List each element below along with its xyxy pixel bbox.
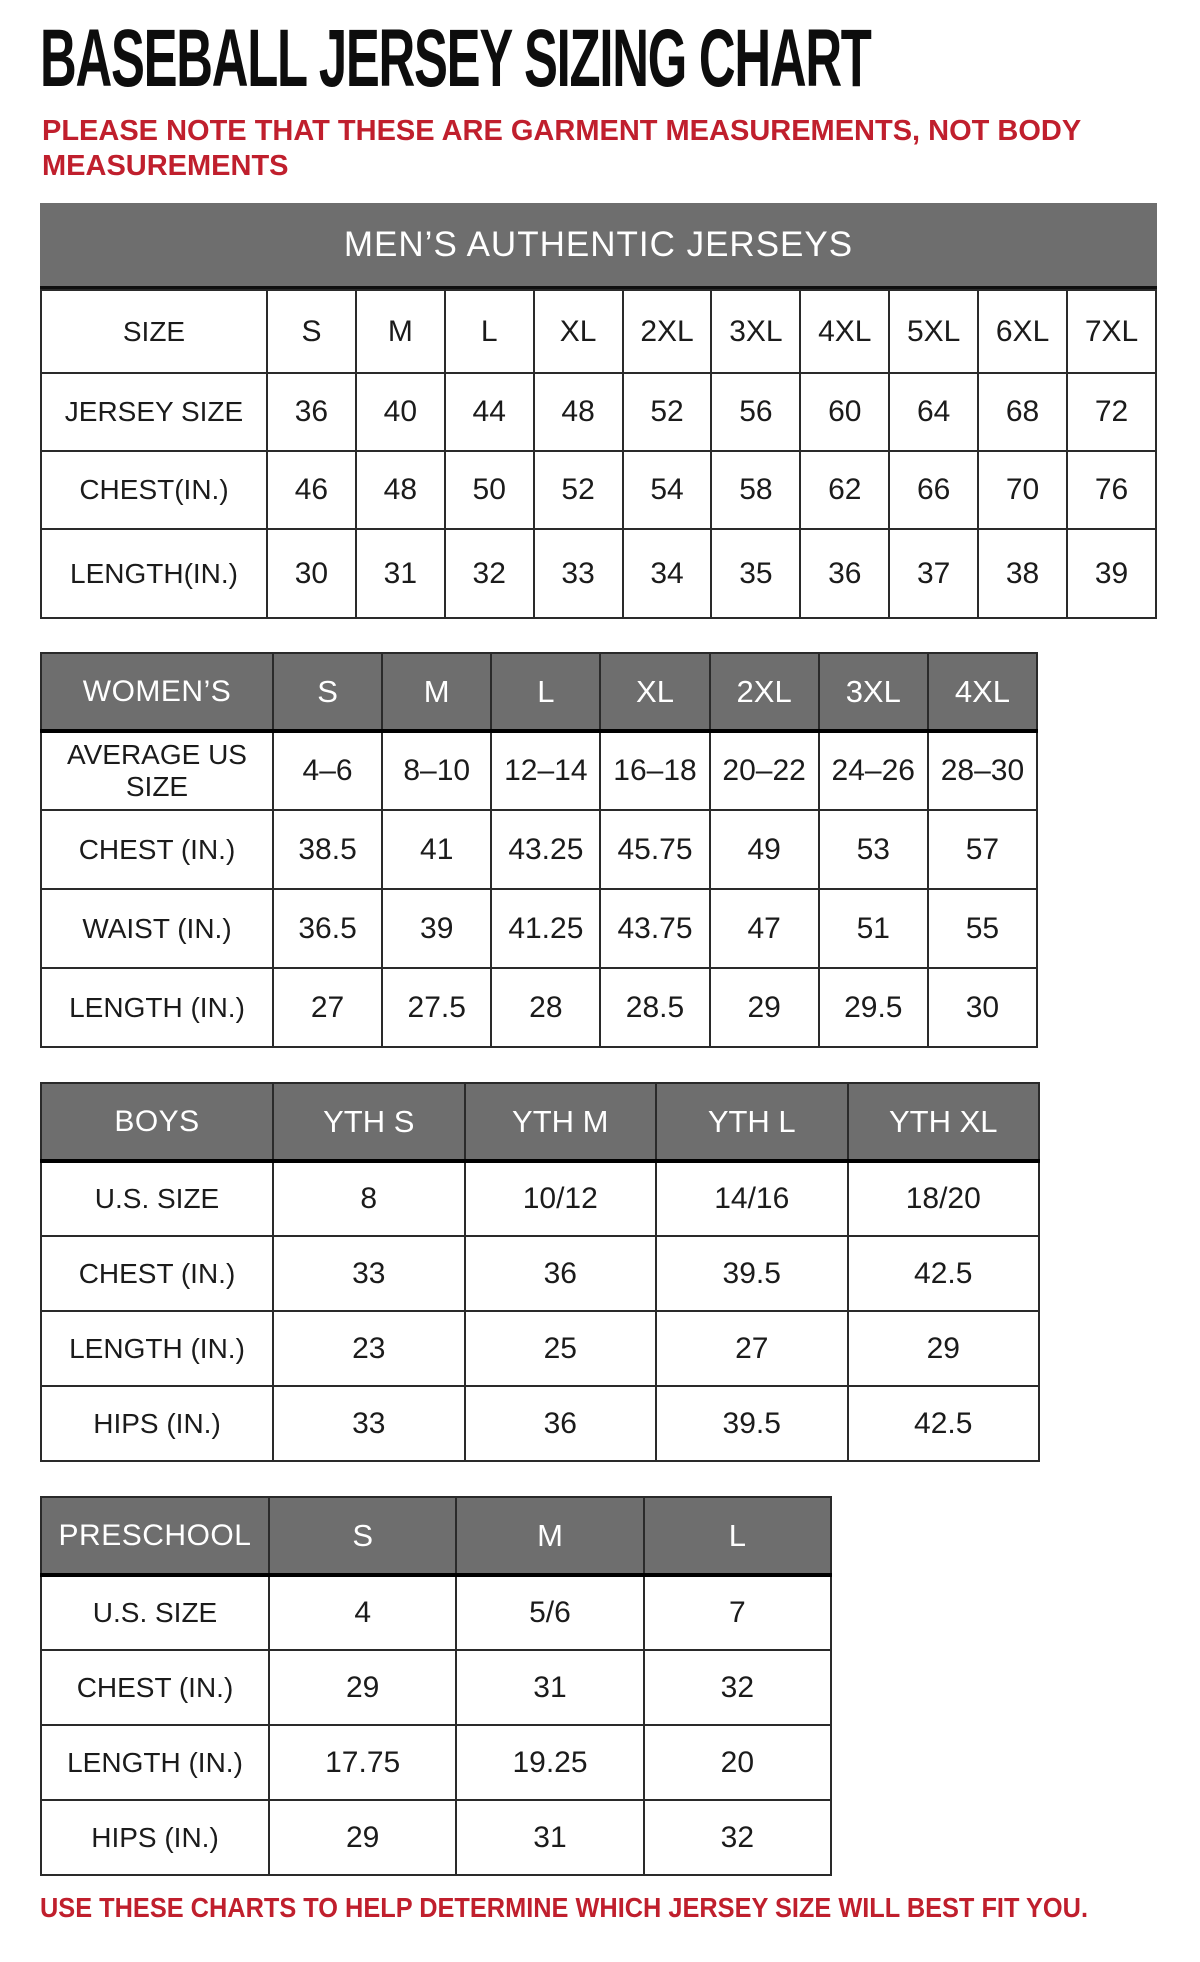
value-cell: 16–18 [600, 731, 709, 810]
preschool-size-table [40, 1496, 832, 1876]
value-cell: 36 [465, 1236, 657, 1311]
value-cell: 4–6 [273, 731, 382, 810]
table-row [41, 731, 1037, 810]
table-row [41, 1236, 1039, 1311]
table-row [41, 889, 1037, 968]
table-row [41, 968, 1037, 1047]
mens-size-table [40, 289, 1157, 619]
size-header-cell: L [491, 653, 600, 731]
value-cell: 32 [644, 1800, 831, 1875]
sizing-chart-page [0, 13, 1200, 1924]
value-cell: 40 [356, 373, 445, 451]
value-cell: 27.5 [382, 968, 491, 1047]
table-row [41, 529, 1156, 618]
header-row [41, 1497, 831, 1575]
value-cell: 57 [928, 810, 1037, 889]
size-header-cell: S [269, 1497, 456, 1575]
row-label-cell: CHEST (IN.) [41, 1236, 273, 1311]
value-cell: 41 [382, 810, 491, 889]
value-cell: 20–22 [710, 731, 819, 810]
value-cell: L [445, 290, 534, 373]
value-cell: 38.5 [273, 810, 382, 889]
value-cell: 29.5 [819, 968, 928, 1047]
row-label-cell: CHEST (IN.) [41, 1650, 269, 1725]
row-label-cell: HIPS (IN.) [41, 1800, 269, 1875]
header-row [41, 1083, 1039, 1161]
value-cell: 68 [978, 373, 1067, 451]
value-cell: 7XL [1067, 290, 1156, 373]
header-row [41, 653, 1037, 731]
size-header-cell: YTH XL [848, 1083, 1040, 1161]
row-label-cell: LENGTH (IN.) [41, 968, 273, 1047]
row-label-cell: AVERAGE US SIZE [41, 731, 273, 810]
group-label-cell: PRESCHOOL [41, 1497, 269, 1575]
value-cell: 8 [273, 1161, 465, 1236]
group-label-cell: BOYS [41, 1083, 273, 1161]
value-cell: 47 [710, 889, 819, 968]
value-cell: 55 [928, 889, 1037, 968]
value-cell: 42.5 [848, 1236, 1040, 1311]
row-label-cell: SIZE [41, 290, 267, 373]
value-cell: 28 [491, 968, 600, 1047]
value-cell: 44 [445, 373, 534, 451]
row-label-cell: JERSEY SIZE [41, 373, 267, 451]
value-cell: 36 [800, 529, 889, 618]
value-cell: 52 [623, 373, 712, 451]
value-cell: 32 [445, 529, 534, 618]
womens-size-table [40, 652, 1038, 1048]
value-cell: 20 [644, 1725, 831, 1800]
row-label-cell: CHEST(IN.) [41, 451, 267, 529]
value-cell: 36.5 [273, 889, 382, 968]
boys-section [40, 1082, 1200, 1462]
value-cell: M [356, 290, 445, 373]
boys-size-table [40, 1082, 1040, 1462]
value-cell: 33 [534, 529, 623, 618]
value-cell: 35 [711, 529, 800, 618]
size-header-cell: 3XL [819, 653, 928, 731]
value-cell: 33 [273, 1236, 465, 1311]
value-cell: 50 [445, 451, 534, 529]
value-cell: 5/6 [456, 1575, 643, 1650]
value-cell: 29 [710, 968, 819, 1047]
value-cell: 53 [819, 810, 928, 889]
value-cell: 41.25 [491, 889, 600, 968]
value-cell: 19.25 [456, 1725, 643, 1800]
table-row [41, 1161, 1039, 1236]
value-cell: 27 [273, 968, 382, 1047]
value-cell: 34 [623, 529, 712, 618]
value-cell: 36 [267, 373, 356, 451]
value-cell: 17.75 [269, 1725, 456, 1800]
value-cell: 14/16 [656, 1161, 848, 1236]
value-cell: 31 [356, 529, 445, 618]
value-cell: 62 [800, 451, 889, 529]
table-row [41, 373, 1156, 451]
row-label-cell: CHEST (IN.) [41, 810, 273, 889]
value-cell: 8–10 [382, 731, 491, 810]
preschool-section [40, 1496, 1200, 1876]
value-cell: 32 [644, 1650, 831, 1725]
value-cell: 3XL [711, 290, 800, 373]
value-cell: 38 [978, 529, 1067, 618]
value-cell: 48 [534, 373, 623, 451]
table-row [41, 1800, 831, 1875]
value-cell: 39.5 [656, 1386, 848, 1461]
row-label-cell: U.S. SIZE [41, 1575, 269, 1650]
value-cell: 7 [644, 1575, 831, 1650]
footer-note: USE THESE CHARTS TO HELP DETERMINE WHICH JERSEY SIZE WILL BEST FIT YOU. [40, 1892, 1088, 1924]
value-cell: 48 [356, 451, 445, 529]
table-row [41, 1725, 831, 1800]
value-cell: 56 [711, 373, 800, 451]
value-cell: 39 [382, 889, 491, 968]
value-cell: 76 [1067, 451, 1156, 529]
value-cell: 29 [269, 1650, 456, 1725]
table-row [41, 1650, 831, 1725]
row-label-cell: HIPS (IN.) [41, 1386, 273, 1461]
value-cell: 2XL [623, 290, 712, 373]
value-cell: 64 [889, 373, 978, 451]
value-cell: 66 [889, 451, 978, 529]
table-row [41, 1575, 831, 1650]
size-header-cell: XL [600, 653, 709, 731]
page-title: BASEBALL JERSEY SIZING CHART [40, 13, 871, 104]
value-cell: 4XL [800, 290, 889, 373]
table-row [41, 1311, 1039, 1386]
row-label-cell: WAIST (IN.) [41, 889, 273, 968]
size-header-cell: YTH M [465, 1083, 657, 1161]
table-row [41, 1386, 1039, 1461]
value-cell: 51 [819, 889, 928, 968]
value-cell: 52 [534, 451, 623, 529]
row-label-cell: LENGTH(IN.) [41, 529, 267, 618]
table-row [41, 810, 1037, 889]
row-label-cell: LENGTH (IN.) [41, 1311, 273, 1386]
value-cell: 5XL [889, 290, 978, 373]
value-cell: 4 [269, 1575, 456, 1650]
value-cell: 31 [456, 1800, 643, 1875]
value-cell: 43.75 [600, 889, 709, 968]
size-header-cell: YTH S [273, 1083, 465, 1161]
size-header-cell: M [456, 1497, 643, 1575]
value-cell: 30 [267, 529, 356, 618]
value-cell: 70 [978, 451, 1067, 529]
value-cell: 42.5 [848, 1386, 1040, 1461]
table-row [41, 451, 1156, 529]
value-cell: 31 [456, 1650, 643, 1725]
mens-banner: MEN’S AUTHENTIC JERSEYS [40, 203, 1157, 289]
value-cell: 29 [848, 1311, 1040, 1386]
value-cell: 33 [273, 1386, 465, 1461]
row-label-cell: U.S. SIZE [41, 1161, 273, 1236]
size-header-cell: 2XL [710, 653, 819, 731]
value-cell: 46 [267, 451, 356, 529]
value-cell: 30 [928, 968, 1037, 1047]
table-row [41, 290, 1156, 373]
mens-section [40, 203, 1200, 619]
value-cell: 27 [656, 1311, 848, 1386]
value-cell: 39.5 [656, 1236, 848, 1311]
value-cell: S [267, 290, 356, 373]
value-cell: 54 [623, 451, 712, 529]
value-cell: 18/20 [848, 1161, 1040, 1236]
size-header-cell: YTH L [656, 1083, 848, 1161]
value-cell: 72 [1067, 373, 1156, 451]
size-header-cell: S [273, 653, 382, 731]
value-cell: 37 [889, 529, 978, 618]
size-header-cell: M [382, 653, 491, 731]
womens-section [40, 652, 1200, 1048]
value-cell: 28.5 [600, 968, 709, 1047]
value-cell: 36 [465, 1386, 657, 1461]
value-cell: 25 [465, 1311, 657, 1386]
value-cell: XL [534, 290, 623, 373]
value-cell: 60 [800, 373, 889, 451]
value-cell: 23 [273, 1311, 465, 1386]
row-label-cell: LENGTH (IN.) [41, 1725, 269, 1800]
garment-measurement-note: PLEASE NOTE THAT THESE ARE GARMENT MEASUREMENTS, NOT BODY MEASUREMENTS [42, 114, 1081, 182]
value-cell: 29 [269, 1800, 456, 1875]
value-cell: 10/12 [465, 1161, 657, 1236]
size-header-cell: 4XL [928, 653, 1037, 731]
value-cell: 58 [711, 451, 800, 529]
value-cell: 39 [1067, 529, 1156, 618]
value-cell: 12–14 [491, 731, 600, 810]
size-header-cell: L [644, 1497, 831, 1575]
group-label-cell: WOMEN’S [41, 653, 273, 731]
value-cell: 6XL [978, 290, 1067, 373]
value-cell: 49 [710, 810, 819, 889]
value-cell: 43.25 [491, 810, 600, 889]
value-cell: 28–30 [928, 731, 1037, 810]
value-cell: 45.75 [600, 810, 709, 889]
value-cell: 24–26 [819, 731, 928, 810]
